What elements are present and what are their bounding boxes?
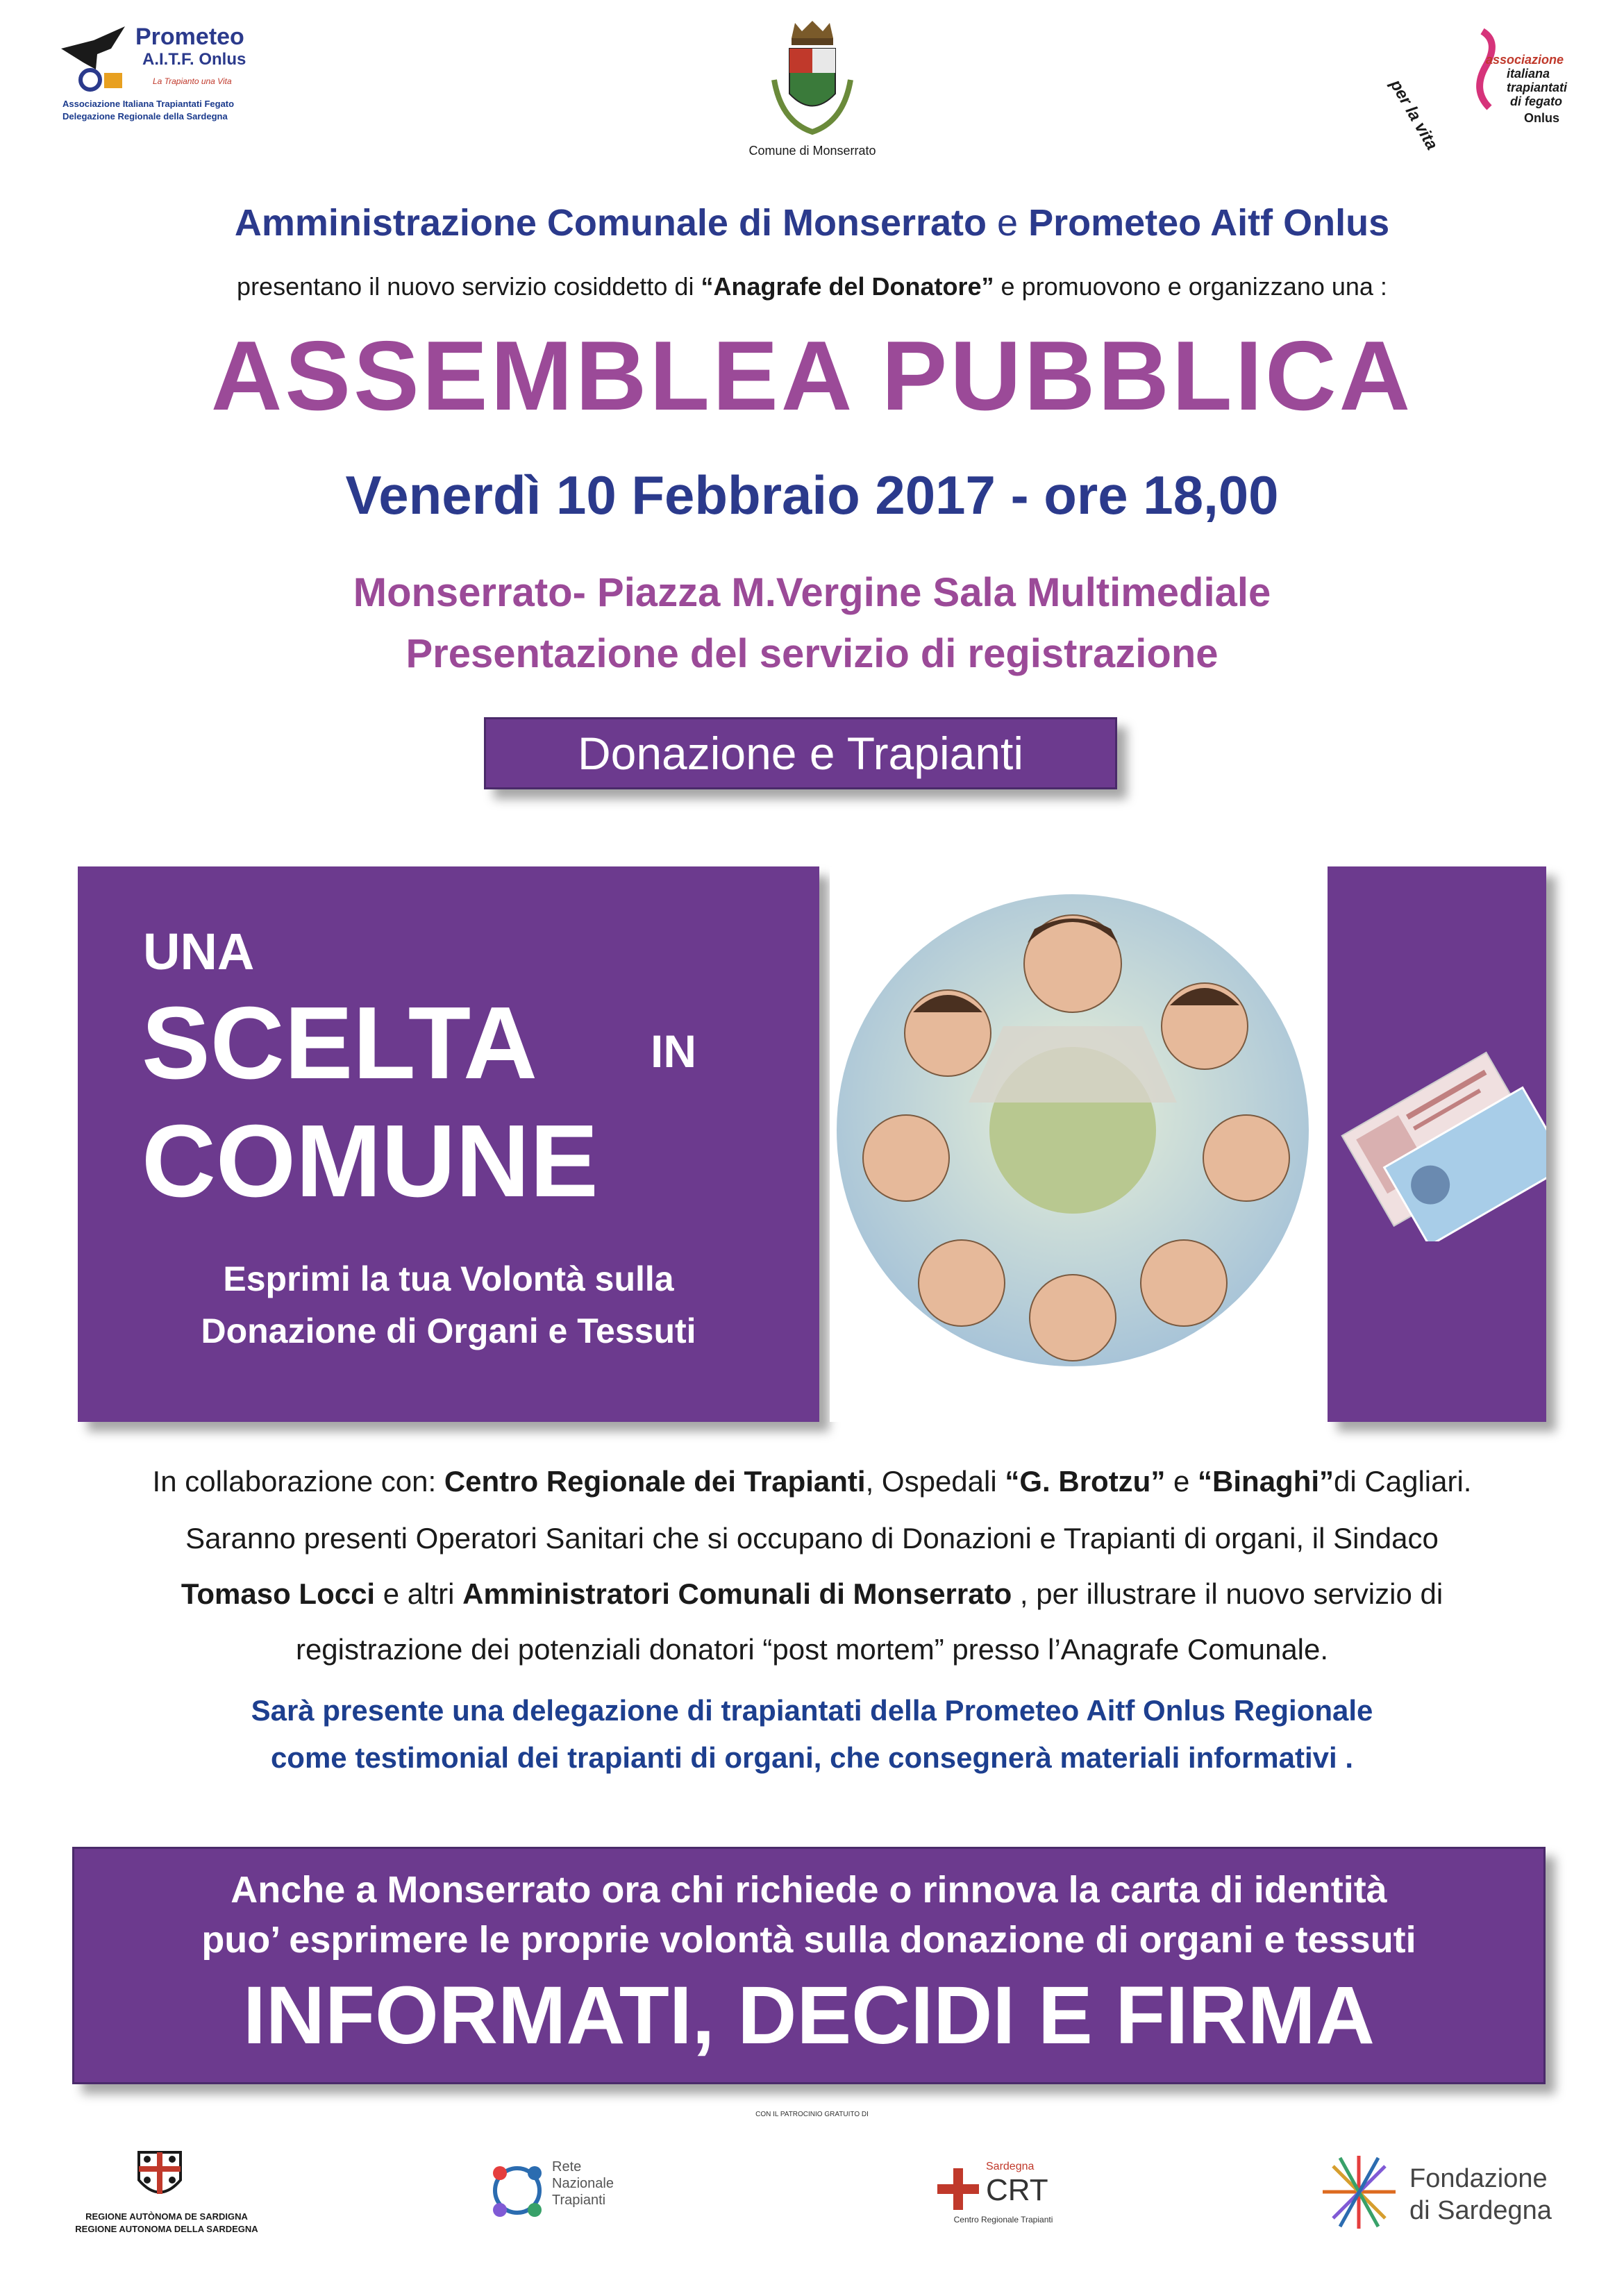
ribbon-icon [1458,28,1507,111]
eagle-icon [56,21,132,97]
prometeo-assoc2: Delegazione Regionale della Sardegna [62,111,228,121]
body-p3: registrazione dei potenziali donatori “post mortem” presso l’Anagrafe Comunale. [295,1633,1329,1666]
collab-crt: Centro Regionale dei Trapianti [444,1465,866,1498]
tag-text: Donazione e Trapianti [577,728,1024,779]
id-card-icon [1328,1033,1546,1241]
body-blue2: come testimonial dei trapianti di organi, che consegnerà materiali informativi . [270,1741,1354,1774]
hero-in: IN [651,1025,696,1077]
patronage-caption: CON IL PATROCINIO GRATUITO DI [755,2111,869,2118]
rete-l2: Nazionale [552,2176,614,2191]
tag-banner [484,717,1117,789]
body-p1: Saranno presenti Operatori Sanitari che si occupano di Donazioni e Trapianti di organi, il Sindaco [185,1522,1439,1555]
cta-banner [72,1847,1546,2084]
administrators: Amministratori Comunali di Monserrato [462,1577,1012,1610]
intro-line-pre: presentano il nuovo servizio cosiddetto di [237,272,694,301]
crt-logo [934,2152,1073,2236]
intro-org-a: Amministrazione Comunale di Monserrato [234,202,987,244]
rete-logo [486,2152,667,2236]
aitf-l3: trapiantati [1507,81,1568,94]
intro-org-b: Prometeo Aitf Onlus [1028,202,1390,244]
collab-post: di Cagliari. [1334,1465,1472,1498]
prometeo-sub: A.I.T.F. Onlus [142,50,246,69]
intro-line-post: e promuovono e organizzano una : [1001,272,1387,301]
regione-logo [69,2149,264,2246]
aitf-l2: italiana [1507,67,1550,81]
rete-l3: Trapianti [552,2193,606,2208]
body-p2 [0,1577,1624,1611]
cta-line1: Anche a Monserrato ora chi richiede o rinnova la carta di identità [231,1869,1387,1911]
collab-binaghi: “Binaghi” [1198,1465,1334,1498]
page-title: ASSEMBLEA PUBBLICA [210,321,1414,431]
fondazione-l1: Fondazione [1409,2164,1548,2193]
prometeo-assoc1: Associazione Italiana Trapiantati Fegato [62,99,235,109]
intro-line-bold: “Anagrafe del Donatore” [701,272,994,301]
rete-icon [486,2156,549,2225]
p2-post: , per illustrare il nuovo servizio di [1012,1577,1443,1610]
rete-l1: Rete [552,2159,582,2175]
regione-line1: REGIONE AUTÒNOMA DE SARDIGNA [85,2211,248,2222]
collab-brotzu: “G. Brotzu” [1005,1465,1166,1498]
fondazione-l2: di Sardegna [1409,2196,1552,2225]
collab-pre: In collaborazione con: [152,1465,444,1498]
cta-line2: puo’ esprimere le proprie volontà sulla donazione di organi e tessuti [201,1919,1416,1961]
intro-orgs [0,201,1624,244]
hero-panel [78,866,819,1422]
aitf-logo [1386,28,1576,153]
body-blue1: Sarà presente una delegazione di trapiantati della Prometeo Aitf Onlus Regionale [251,1694,1373,1727]
intro-line [0,272,1624,301]
crt-top: Sardegna [986,2161,1035,2172]
event-date: Venerdì 10 Febbraio 2017 - ore 18,00 [345,464,1279,526]
crt-sub: Centro Regionale Trapianti [953,2215,1053,2224]
prometeo-logo [56,21,264,125]
comune-caption: Comune di Monserrato [748,144,876,158]
hero-sub1: Esprimi la tua Volontà sulla [223,1259,674,1298]
collab-m2: e [1165,1465,1198,1498]
aitf-l1: associazione [1486,53,1564,67]
hero-side-panel [1328,866,1546,1422]
cta-line3: INFORMATI, DECIDI E FIRMA [242,1970,1375,2061]
aitf-l4: di fegato [1510,94,1562,108]
aitf-side-text: per la vita [1386,76,1442,153]
prometeo-name: Prometeo [135,24,244,50]
hero-una: UNA [143,923,255,980]
regione-line2: REGIONE AUTONOMA DELLA SARDEGNA [75,2224,258,2234]
hero-photo [830,866,1316,1422]
hero-sub2: Donazione di Organi e Tessuti [201,1312,696,1350]
crt-name: CRT [986,2173,1048,2207]
mayor-name: Tomaso Locci [181,1577,376,1610]
fondazione-logo [1319,2149,1555,2239]
location-line1: Monserrato- Piazza M.Vergine Sala Multimediale [353,570,1271,615]
comune-logo [701,17,923,160]
hero-comune: COMUNE [142,1104,598,1218]
prometeo-tagline: La Trapianto una Vita [153,76,232,86]
location-line2: Presentazione del servizio di registrazione [405,631,1219,676]
collab-m1: , Ospedali [865,1465,1005,1498]
people-circle-icon [830,866,1316,1422]
fondazione-star-icon [1319,2152,1399,2232]
coat-of-arms-icon [760,17,864,142]
collab-line [0,1465,1624,1498]
intro-and: e [997,202,1019,244]
regione-crest-icon [132,2149,187,2204]
crt-cross-icon [934,2165,982,2213]
aitf-l5: Onlus [1524,111,1560,125]
p2-m1: e altri [375,1577,463,1610]
hero-scelta: SCELTA [142,986,538,1100]
